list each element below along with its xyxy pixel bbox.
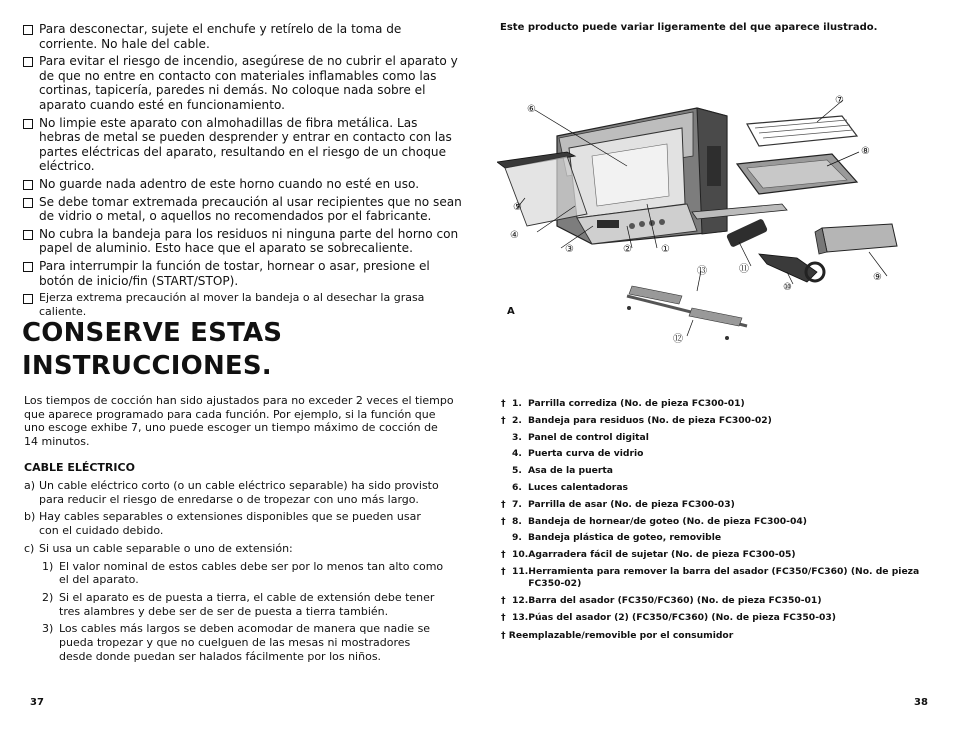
checkbox-square-icon [23,262,33,272]
cord-section-title: CABLE ELÉCTRICO [24,461,135,474]
oven-parts-illustration [497,86,917,356]
bullet-item: No cubra la bandeja para los residuos ni ninguna parte del horno con papel de aluminio. Esto hace que el aparato se sobrecaliente. [22,227,462,256]
cord-list [24,479,444,667]
callout-2: ② [623,244,632,255]
list-item: a) Un cable eléctrico corto (o un cable eléctrico separable) ha sido provisto para reducir el riesgo de enredarse o de tropezar con uno más largo. [24,479,439,506]
rotisserie-spit [627,286,747,340]
list-item: † 12. Barra del asador (FC350/FC360) (No. de pieza FC350-01) [501,594,822,606]
bullet-item: Para desconectar, sujete el enchufe y retírelo de la toma de corriente. No hale del cable. [22,22,462,51]
baking-pan [737,154,857,194]
callout-10: ⑩ [783,282,792,293]
callout-5: ⑤ [513,202,522,213]
callout-7: ⑦ [835,95,844,106]
bullet-item: No limpie este aparato con almohadillas de fibra metálica. Las hebras de metal se pueden desprender y entrar en contacto con las partes eléctricas del aparato, resultando en el riesgo de un choque eléctrico. [22,116,462,174]
list-item: † 7. Parrilla de asar (No. de pieza FC300-03) [501,498,735,510]
list-item: 3. Panel de control digital [512,431,649,443]
callout-8: ⑧ [861,146,870,157]
callout-13: ⑬ [697,266,707,277]
list-item: 4. Puerta curva de vidrio [512,448,644,460]
digital-display [597,220,619,228]
side-vent [707,146,721,186]
bullet-item: Para interrumpir la función de tostar, hornear o asar, presione el botón de inicio/fin (START/STOP). [22,259,462,288]
crumb-tray [815,224,897,254]
list-item: b) Hay cables separables o extensiones disponibles que se pueden usar con el cuidado debido. [24,510,421,538]
list-item: † 13. Púas del asador (2) (FC350/FC360) (No. de pieza FC350-03) [501,611,836,623]
list-item: 6. Luces calentadoras [512,481,628,493]
list-subitem: 1) El valor nominal de estos cables debe ser por lo menos tan alto como el del aparato. [42,559,444,587]
cooking-time-paragraph: Los tiempos de cocción han sido ajustados para no exceder 2 veces el tiempo que aparece programado para cada función. Por ejemplo, si la función que uno escoge exhibe 7, uno puede escoger un tiempo máximo de cocción de 14 minutos. [24,394,454,449]
product-variation-note: Este producto puede variar ligeramente del que aparece ilustrado. [500,22,878,33]
checkbox-square-icon [23,25,33,35]
list-item: † 11. Herramienta para remover la barra del asador (FC350/FC360) (No. de pieza FC350-02) [501,565,920,589]
callout-9: ⑨ [873,272,882,283]
checkbox-square-icon [23,294,33,304]
list-subitem: 2) Si el aparato es de puesta a tierra, el cable de extensión debe tener tres alambres y debe ser de ser de puesta a tierra también. [42,590,435,618]
right-page [477,0,954,738]
bullet-item: Para evitar el riesgo de incendio, asegúrese de no cubrir el aparato y de que no entre en contacto con materiales inflamables como las cortinas, tapicería, paredes ni demás. No coloque nada sobre el aparato cuando esté en funcionamiento. [22,54,462,112]
list-item: † 1. Parrilla corrediza (No. de pieza FC300-01) [501,398,745,409]
checkbox-square-icon [23,119,33,129]
checkbox-square-icon [23,198,33,208]
callout-1: ① [661,244,670,255]
broil-rack [747,116,857,146]
callout-12: ⑫ [673,334,683,345]
callout-11: ⑪ [739,264,749,275]
list-item: 5. Asa de la puerta [512,465,614,477]
checkbox-square-icon [23,57,33,67]
page-number-left: 37 [30,697,44,708]
list-item: † 10. Agarradera fácil de sujetar (No. de pieza FC300-05) [501,549,796,561]
callout-6: ⑥ [527,104,536,115]
rotisserie-tools [692,204,824,282]
bullet-item: Se debe tomar extremada precaución al usar recipientes que no sean de vidrio o metal, o aquellos no recomendados por el fabricante. [22,195,462,224]
bullet-item: No guarde nada adentro de este horno cuando no esté en uso. [22,177,462,192]
parts-list [501,398,921,628]
bullet-item: Ejerza extrema precaución al mover la bandeja o al desechar la grasa caliente. [22,291,462,319]
checkbox-square-icon [23,180,33,190]
callout-4: ④ [510,230,519,241]
page-number-right: 38 [914,697,928,708]
oven-body [497,108,727,244]
callout-3: ③ [565,244,574,255]
list-item: c) Si usa un cable separable o uno de extensión: [24,541,293,555]
page-heading: CONSERVE ESTAS INSTRUCCIONES. [22,318,283,381]
list-item: † 8. Bandeja de hornear/de goteo (No. de pieza FC300-04) [501,515,807,527]
replaceable-footnote: † Reemplazable/removible por el consumidor [501,630,734,641]
safety-bullets [22,22,462,322]
list-item: 9. Bandeja plástica de goteo, removible [512,532,722,544]
checkbox-square-icon [23,230,33,240]
list-subitem: 3) Los cables más largos se deben acomodar de manera que nadie se pueda tropezar y que no cuelguen de las mesas ni mostradores desde donde puedan ser halados fácilmente por los niños. [42,622,431,663]
list-item: † 2. Bandeja para residuos (No. de pieza FC300-02) [501,414,772,426]
figure-label: A [507,306,515,317]
